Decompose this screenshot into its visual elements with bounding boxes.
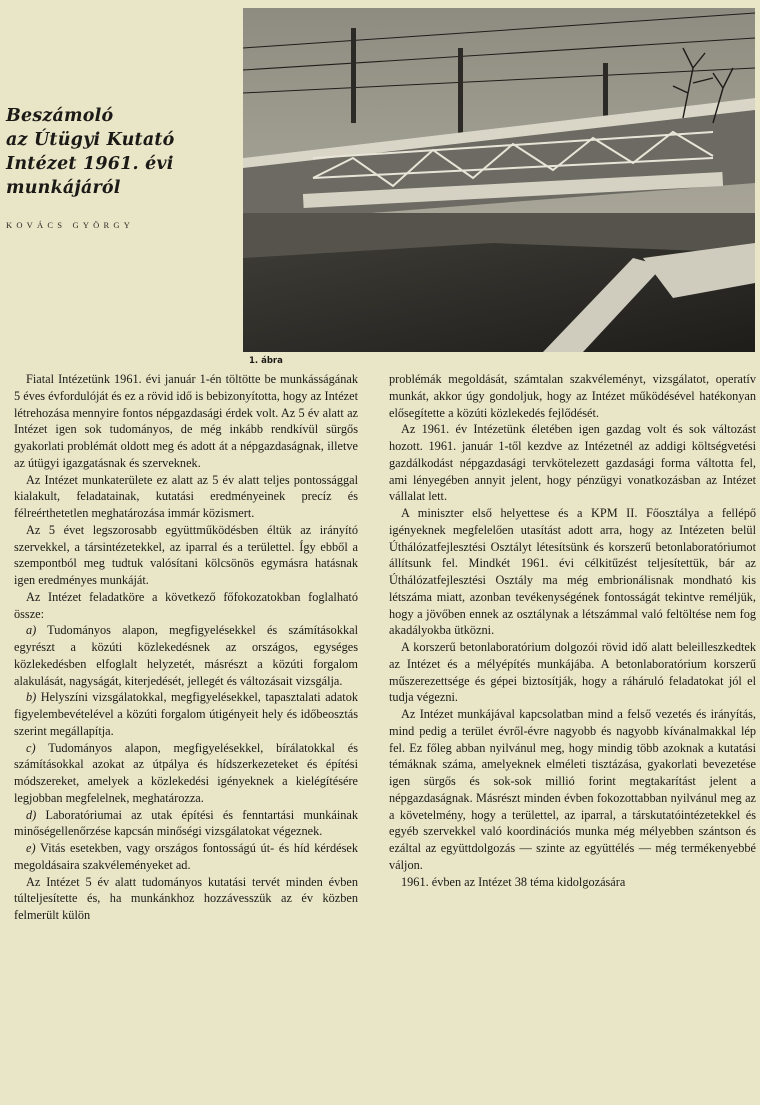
list-marker: e) [26,841,36,855]
title-line: Beszámoló [6,106,114,126]
paragraph [14,689,358,739]
paragraph-text: Tudományos alapon, megfigyelésekkel és számításokkal egyrészt a közúti közlekedésnek az országos, egységes közlekedésben elfoglalt helyzetét, másrészt a közúti forgalom alakulását, nagyságát, kiterjedését, jellegét és változásait vizsgálja. [14,623,358,688]
list-marker: c) [26,740,36,755]
author-name: KOVÁCS GYÖRGY [6,220,135,230]
paragraph [389,421,756,505]
paragraph-text: A miniszter első helyettese és a KPM II. Főosztálya a fellépő igényeknek megfelelően utasítást adott arra, hogy az Intézeten belül Úthálózatfejlesztési Osztályt létesítsünk és korszerű betonlaboratóriumot állítsunk fel. Mindkét 1961. évi célkitűzést teljesítettük, bár az Úthálózatfejlesztési Osztály ma még embrionálisnak mondható kis létszáma miatt, azonban tevékenységének fontosságát tekintve reméljük, hogy a jövőben ennek az osztálynak a létszámmal való feltöltése nem fog akadályokba ütközni. [389,506,756,638]
paragraph [14,371,358,472]
paragraph-text: Vitás esetekben, vagy országos fontosságú út- és híd kérdések megoldásaira szakvéleményeket ad. [14,841,358,872]
title-line: Intézet 1961. évi [6,154,174,174]
paragraph-text: Az Intézet munkaterülete ez alatt az 5 év alatt teljes pontossággal kialakult, feladatainak, kutatási eredményeinek precíz és félreérthetetlen meghatározása immár közismert. [14,472,358,520]
paragraph [14,589,358,623]
photo-bridge-image [243,8,755,352]
paragraph-text: problémák megoldását, számtalan szakvéleményt, vizsgálatot, operatív munkát, akkor úgy gondoljuk, hogy az Intézet működésével hatékonyan elősegítette a közúti közlekedés fejlődését. [389,372,756,420]
paragraph [14,807,358,841]
paragraph-text: Tudományos alapon, megfigyelésekkel, bírálatokkal és számításokkal azokat az útpálya és hídszerkezeteket és építési módszereket, amelyek a közlekedési igényeknek a kielégítésére legjobban megfelelnek, meghatározza. [14,740,359,805]
title-line: az Útügyi Kutató [6,130,175,150]
paragraph-text: Az Intézet 5 év alatt tudományos kutatási tervét minden évben túlteljesítette és, ha munkánkhoz hozzávesszük az év közben felmerült külön [14,874,358,922]
paragraph [14,472,358,522]
paragraph [389,371,756,421]
paragraph-text: A korszerű betonlaboratórium dolgozói rövid idő alatt beleilleszkedtek az Intézet és a mélyépítés munkájába. A betonlaboratórium korszerű műszerezettsége és gépei biztosítják, hogy a ráháruló feladatokat jól el tudja végezni. [389,640,756,705]
paragraph [14,740,358,807]
list-marker: a) [26,623,37,638]
paragraph [14,522,358,589]
paragraph [389,706,756,874]
paragraph [389,639,756,706]
paragraph-text: Az 5 évet legszorosabb együttműködésben éltük az irányító szervekkel, a társintézetekkel, az iparral és a területtel. Így ebből a szempontból meg tudtuk valósítani kölcsönös egymásra hatásnak igen eredményes munkáját. [14,522,358,587]
article-header [6,104,234,230]
article-body-right-column [389,371,756,890]
article-title [6,104,234,200]
figure-photo [243,8,755,352]
paragraph-text: Fiatal Intézetünk 1961. évi január 1-én töltötte be munkásságának 5 éves évfordulóját és ez a rövid idő is bebizonyította, hogy az Intézet létrehozása mennyire fontos népgazdasági érdek volt. Az 5 év alatt az Intézet igen sok tudományos, de még inkább rendkívül sürgős gyakorlati problémát oldott meg és adott át a népgazdaságnak, illetve az útügyi igazgatásnak és szerveknek. [14,372,358,470]
paragraph-text: Az 1961. év Intézetünk életében igen gazdag volt és sok változást hozott. 1961. január 1-től kezdve az Intézetnél az addigi költségvetési gazdálkodást népgazdasági tervkötelezett gazdasági forma váltotta fel, ami lényegében annyit jelent, hogy pénzügyi vonatkozásban az Intézet vállalat lett. [389,422,756,504]
figure-caption: 1. ábra [249,356,283,366]
paragraph-text: 1961. évben az Intézet 38 téma kidolgozására [401,874,626,889]
title-line: munkájáról [6,178,121,198]
paragraph-text: Laboratóriumai az utak építési és fenntartási munkáinak minőségellenőrzése kapcsán minőségi vizsgálatokat végeznek. [14,807,358,839]
paragraph [389,874,756,891]
paragraph [14,874,358,924]
article-body-left-column [14,371,358,924]
paragraph-text: Az Intézet munkájával kapcsolatban mind a felső vezetés és irányítás, mind pedig a terület évről-évre nagyobb és nagyobb kívánalmakkal lép fel. Ez főleg abban nyilvánul meg, hogy mindig több azoknak a kutatási témáknak száma, amelyeknek elméleti tisztázása, gyakorlati bevezetése igen sürgős és sok-sok millió forint megtakarítást jelent a népgazdaságnak. Másrészt minden évben fokozottabban nyilvánul meg az a követelmény, hogy a területtel, az iparral, a társkutatóintézetekkel és egyéb szervekkel való koordinációs munka még mélyebben szántson és ezáltal az együttdolgozás — szinte az együttélés — még termékenyebbé váljon. [389,707,756,872]
paragraph-text: Helyszíni vizsgálatokkal, megfigyelésekkel, tapasztalati adatok figyelembevételével a közúti forgalom útigényeit hely és időbeosztás szerint megállapítja. [14,690,358,738]
paragraph [14,840,358,874]
list-marker: b) [26,690,37,705]
paragraph [14,622,358,689]
paragraph [389,505,756,639]
list-marker: d) [26,807,37,822]
paragraph-text: Az Intézet feladatköre a következő főfokozatokban foglalható össze: [14,589,358,621]
